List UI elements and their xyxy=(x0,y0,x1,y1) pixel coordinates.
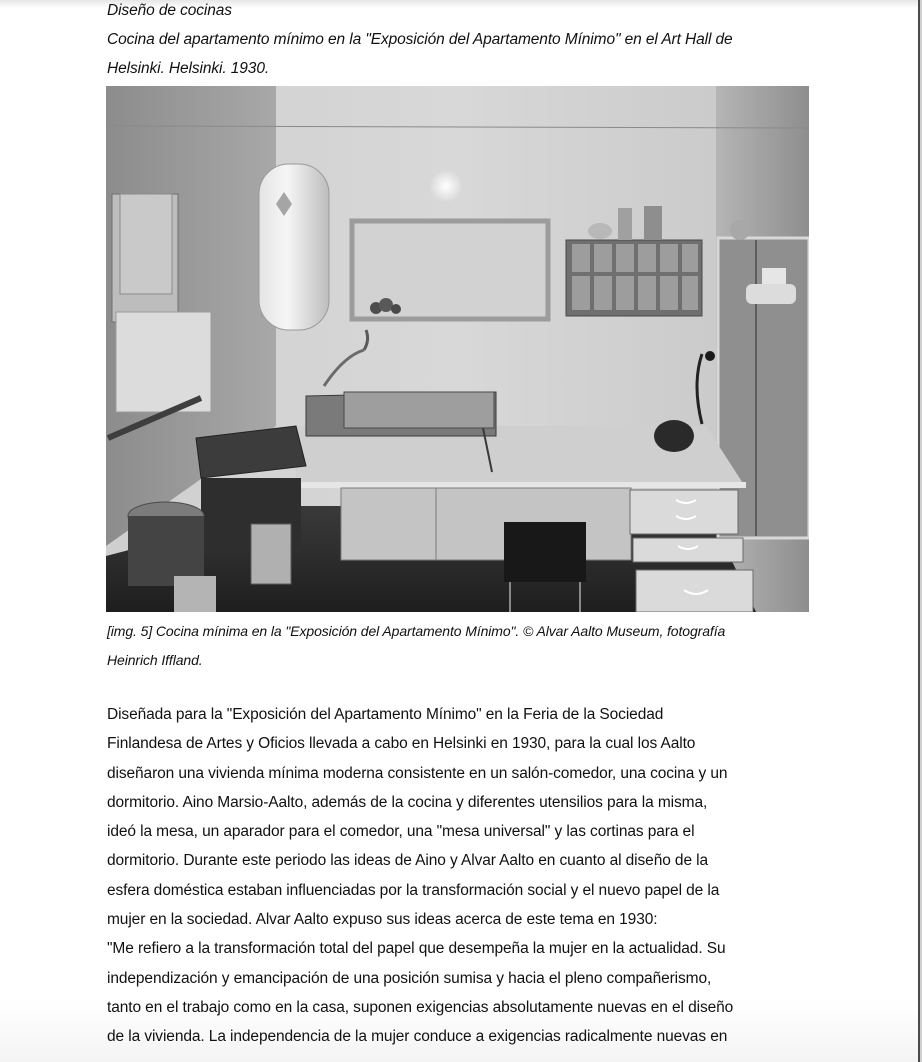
section-title: Diseño de cocinas xyxy=(107,2,232,19)
body-line: Diseñada para la "Exposición del Apartamento Mínimo" en la Feria de la Sociedad xyxy=(107,706,664,723)
body-line: dormitorio. Durante este periodo las ideas de Aino y Alvar Aalto en cuanto al diseño de la xyxy=(107,852,709,870)
caption-line-2: Heinrich Iffland. xyxy=(107,652,203,668)
body-paragraph xyxy=(107,700,817,1052)
body-line: ideó la mesa, un aparador para el comedor, una "mesa universal" y las cortinas para el xyxy=(107,823,695,841)
body-line: diseñaron una vivienda mínima moderna consistente en un salón-comedor, una cocina y un xyxy=(107,764,728,782)
caption-line-1: [img. 5] Cocina mínima en la "Exposición del Apartamento Mínimo". © Alvar Aalto Museum, fotografía xyxy=(107,623,726,639)
quote-line: "Me refiero a la transformación total del papel que desempeña la mujer en la actualidad. Su xyxy=(107,940,726,958)
quote-line: independización y emancipación de una posición sumisa y hacia el pleno compañerismo, xyxy=(107,969,712,987)
body-line: esfera doméstica estaban influenciadas por la transformación social y el nuevo papel de la xyxy=(107,881,720,899)
image-title-line-2: Helsinki. Helsinki. 1930. xyxy=(107,60,270,77)
body-line: Finlandesa de Artes y Oficios llevada a cabo en Helsinki en 1930, para la cual los Aalto xyxy=(107,735,696,753)
body-line: mujer en la sociedad. Alvar Aalto expuso sus ideas acerca de este tema en 1930: xyxy=(107,911,658,929)
body-line: dormitorio. Aino Marsio-Aalto, además de la cocina y diferentes utensilios para la misma, xyxy=(107,793,708,811)
quote-line: de la vivienda. La independencia de la mujer conduce a exigencias radicalmente nuevas en xyxy=(107,1028,728,1046)
kitchen-photo xyxy=(106,86,809,612)
image-title-line-1: Cocina del apartamento mínimo en la "Exposición del Apartamento Mínimo" en el Art Hall de xyxy=(107,31,733,48)
image-title xyxy=(107,25,817,83)
quote-line: tanto en el trabajo como en la casa, suponen exigencias absolutamente nuevas en el diseño xyxy=(107,998,734,1016)
image-caption xyxy=(107,617,817,675)
